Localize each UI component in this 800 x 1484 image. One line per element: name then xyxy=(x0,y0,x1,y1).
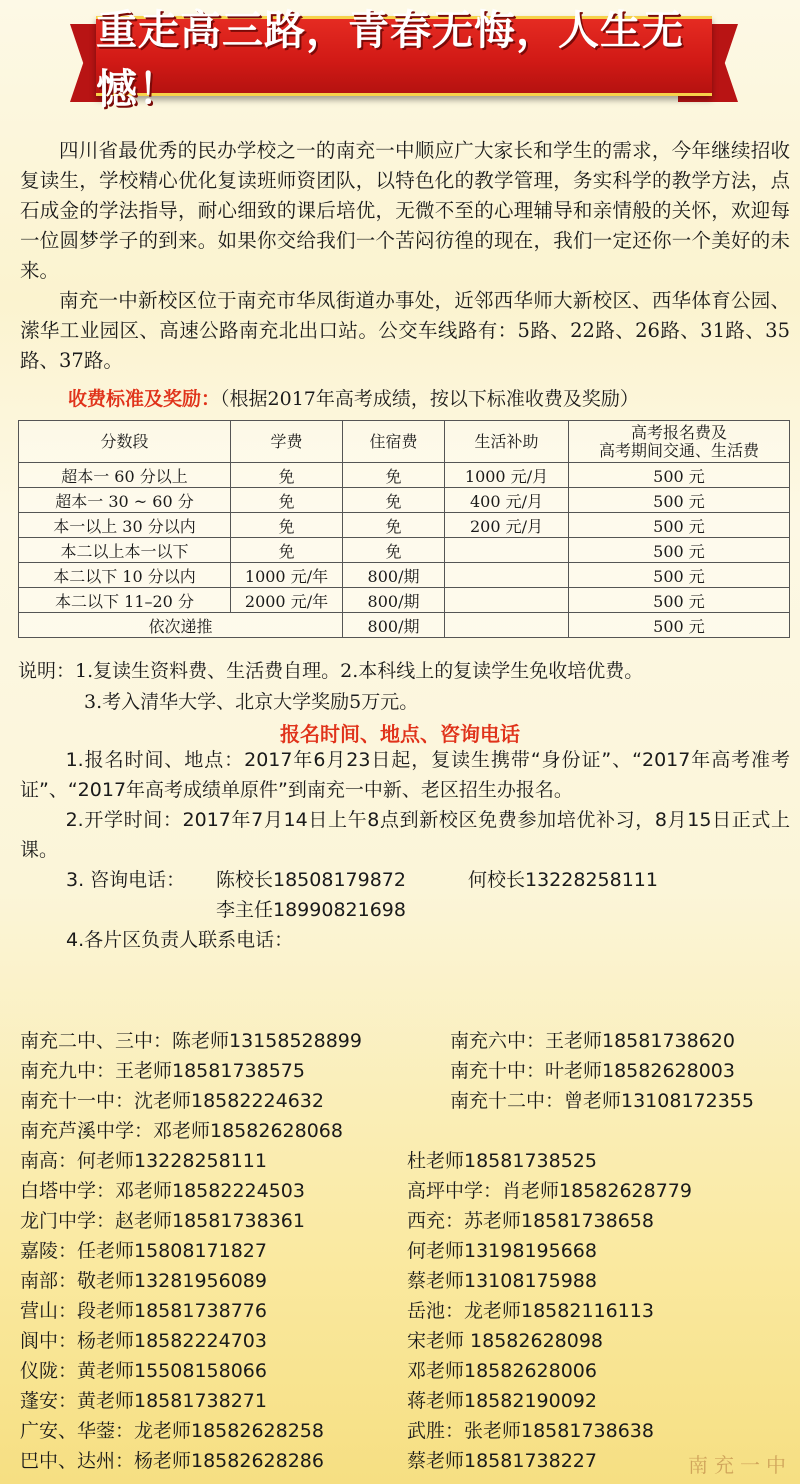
contact-left: 巴中、达州：杨老师18582628286 xyxy=(20,1450,324,1472)
fee-heading-note: （根据2017年高考成绩，按以下标准收费及奖励） xyxy=(220,388,639,410)
table-row xyxy=(19,613,790,638)
intro-paragraph-1: 四川省最优秀的民办学校之一的南充一中顺应广大家长和学生的需求，今年继续招收复读生，学校精心优化复读班师资团队，以特色化的教学管理，务实科学的教学方法，点石成金的学法指导，耐心细致的课后培优，无微不至的心理辅导和亲情般的关怀，欢迎每一位圆梦学子的到来。如果你交给我们一个苦闷彷徨的现在，我们一定还你一个美好的未来。 xyxy=(20,139,790,282)
consult-phone-3: 李主任18990821698 xyxy=(216,899,406,921)
page-title: 重走高三路，青春无悔，人生无憾！ xyxy=(96,6,684,113)
contact-right: 蒋老师18582190092 xyxy=(407,1390,597,1412)
list-item xyxy=(20,1266,790,1296)
note-line-2: 3.考入清华大学、北京大学奖励5万元。 xyxy=(84,691,419,713)
cell-exam-fee: 500 元 xyxy=(569,613,790,638)
cell-allowance: 400 元/月 xyxy=(445,488,569,513)
cell-exam-fee: 500 元 xyxy=(569,588,790,613)
list-item xyxy=(20,1416,790,1446)
notes-section xyxy=(18,656,643,718)
contact-right: 蔡老师18581738227 xyxy=(407,1450,597,1472)
col-header-tuition: 学费 xyxy=(231,421,343,463)
cell-dorm: 免 xyxy=(343,488,445,513)
list-item xyxy=(20,1146,790,1176)
contact-left: 南高：何老师13228258111 xyxy=(20,1150,267,1172)
contact-left: 南充十一中：沈老师18582224632 xyxy=(20,1090,324,1112)
contact-left: 南部：敬老师13281956089 xyxy=(20,1270,267,1292)
cell-allowance xyxy=(445,538,569,563)
table-row xyxy=(19,563,790,588)
registration-section xyxy=(20,745,790,955)
registration-item-4: 4.各片区负责人联系电话： xyxy=(66,929,294,951)
cell-allowance xyxy=(445,588,569,613)
cell-score: 依次递推 xyxy=(19,613,343,638)
contact-left: 广安、华蓥：龙老师18582628258 xyxy=(20,1420,324,1442)
cell-dorm: 免 xyxy=(343,538,445,563)
contact-left: 嘉陵：任老师15808171827 xyxy=(20,1240,267,1262)
cell-exam-fee: 500 元 xyxy=(569,513,790,538)
contact-right: 何老师13198195668 xyxy=(407,1240,597,1262)
contact-left: 南充九中：王老师18581738575 xyxy=(20,1060,305,1082)
registration-title: 报名时间、地点、咨询电话 xyxy=(280,722,520,746)
table-row xyxy=(19,513,790,538)
cell-tuition: 免 xyxy=(231,488,343,513)
cell-score: 本二以下 11–20 分 xyxy=(19,588,231,613)
list-item xyxy=(20,1446,790,1476)
cell-exam-fee: 500 元 xyxy=(569,538,790,563)
contact-right: 蔡老师13108175988 xyxy=(407,1270,597,1292)
list-item xyxy=(20,1176,790,1206)
list-item xyxy=(20,1116,790,1146)
cell-tuition: 免 xyxy=(231,513,343,538)
contact-left: 蓬安：黄老师18581738271 xyxy=(20,1390,267,1412)
col-header-score: 分数段 xyxy=(19,421,231,463)
cell-exam-fee: 500 元 xyxy=(569,463,790,488)
cell-allowance xyxy=(445,613,569,638)
col-header-dorm: 住宿费 xyxy=(343,421,445,463)
table-row xyxy=(19,488,790,513)
cell-allowance: 200 元/月 xyxy=(445,513,569,538)
col-header-exam-fee xyxy=(569,421,790,463)
list-item xyxy=(20,1356,790,1386)
cell-dorm: 800/期 xyxy=(343,613,445,638)
list-item xyxy=(20,1236,790,1266)
registration-item-2: 2.开学时间：2017年7月14日上午8点到新校区免费参加培优补习，8月15日正式上课。 xyxy=(20,809,790,861)
fee-table-header-row xyxy=(19,421,790,463)
contact-right: 西充：苏老师18581738658 xyxy=(407,1210,654,1232)
consult-phone-label: 3. 咨询电话： xyxy=(66,869,186,891)
cell-tuition: 免 xyxy=(231,463,343,488)
intro-paragraph-2: 南充一中新校区位于南充市华凤街道办事处，近邻西华师大新校区、西华体育公园、潆华工业园区、高速公路南充北出口站。公交车线路有：5路、22路、26路、31路、35路、37路。 xyxy=(20,289,790,372)
consult-phone-1: 陈校长18508179872 xyxy=(216,869,406,891)
table-row xyxy=(19,538,790,563)
list-item xyxy=(20,1386,790,1416)
contact-right: 杜老师18581738525 xyxy=(407,1150,597,1172)
table-row xyxy=(19,588,790,613)
cell-score: 超本一 30 ~ 60 分 xyxy=(19,488,231,513)
cell-dorm: 800/期 xyxy=(343,588,445,613)
contacts-list xyxy=(20,1026,790,1476)
consult-phone-spacer xyxy=(66,895,216,925)
contact-right: 南充十中：叶老师18582628003 xyxy=(450,1060,735,1082)
list-item xyxy=(20,1086,790,1116)
cell-tuition: 1000 元/年 xyxy=(231,563,343,588)
contact-left: 营山：段老师18581738776 xyxy=(20,1300,267,1322)
list-item xyxy=(20,1026,790,1056)
cell-exam-fee: 500 元 xyxy=(569,488,790,513)
fee-heading xyxy=(68,384,639,411)
list-item xyxy=(20,1296,790,1326)
list-item xyxy=(20,1206,790,1236)
cell-tuition: 2000 元/年 xyxy=(231,588,343,613)
cell-dorm: 800/期 xyxy=(343,563,445,588)
consult-phone-row-2 xyxy=(20,895,790,925)
contact-left: 龙门中学：赵老师18581738361 xyxy=(20,1210,305,1232)
contact-left: 白塔中学：邓老师18582224503 xyxy=(20,1180,305,1202)
cell-score: 超本一 60 分以上 xyxy=(19,463,231,488)
contact-right: 南充六中：王老师18581738620 xyxy=(450,1030,735,1052)
contact-left: 仪陇：黄老师15508158066 xyxy=(20,1360,267,1382)
cell-allowance xyxy=(445,563,569,588)
contact-right: 南充十二中：曾老师13108172355 xyxy=(450,1090,754,1112)
col-header-allowance: 生活补助 xyxy=(445,421,569,463)
intro-section xyxy=(20,136,790,376)
contact-right: 武胜：张老师18581738638 xyxy=(407,1420,654,1442)
table-row xyxy=(19,463,790,488)
watermark: 南充一中 xyxy=(688,1453,792,1477)
cell-dorm: 免 xyxy=(343,513,445,538)
list-item xyxy=(20,1326,790,1356)
banner-body xyxy=(96,6,712,113)
cell-tuition: 免 xyxy=(231,538,343,563)
fee-heading-label: 收费标准及奖励： xyxy=(68,388,221,410)
cell-score: 本一以上 30 分以内 xyxy=(19,513,231,538)
contact-right: 高坪中学：肖老师18582628779 xyxy=(407,1180,692,1202)
cell-score: 本二以上本一以下 xyxy=(19,538,231,563)
contact-right: 岳池：龙老师18582116113 xyxy=(407,1300,654,1322)
consult-phone-2: 何校长13228258111 xyxy=(468,869,658,891)
header-banner xyxy=(70,6,738,113)
contact-right: 邓老师18582628006 xyxy=(407,1360,597,1382)
cell-exam-fee: 500 元 xyxy=(569,563,790,588)
note-line-1: 说明：1.复读生资料费、生活费自理。2.本科线上的复读学生免收培优费。 xyxy=(18,660,644,682)
consult-phone-row xyxy=(20,865,790,895)
list-item xyxy=(20,1056,790,1086)
contact-left: 南充二中、三中：陈老师13158528899 xyxy=(20,1030,362,1052)
registration-item-1: 1.报名时间、地点：2017年6月23日起，复读生携带“身份证”、“2017年高考准考证”、“2017年高考成绩单原件”到南充一中新、老区招生办报名。 xyxy=(20,749,790,801)
contact-right: 宋老师 18582628098 xyxy=(407,1330,604,1352)
col-header-exam-fee-line1: 高考报名费及 xyxy=(630,422,727,442)
contact-left: 南充芦溪中学：邓老师18582628068 xyxy=(20,1120,343,1142)
cell-dorm: 免 xyxy=(343,463,445,488)
cell-score: 本二以下 10 分以内 xyxy=(19,563,231,588)
fee-table xyxy=(18,420,790,638)
cell-allowance: 1000 元/月 xyxy=(445,463,569,488)
col-header-exam-fee-line2: 高考期间交通、生活费 xyxy=(598,440,759,460)
contact-left: 阆中：杨老师18582224703 xyxy=(20,1330,267,1352)
